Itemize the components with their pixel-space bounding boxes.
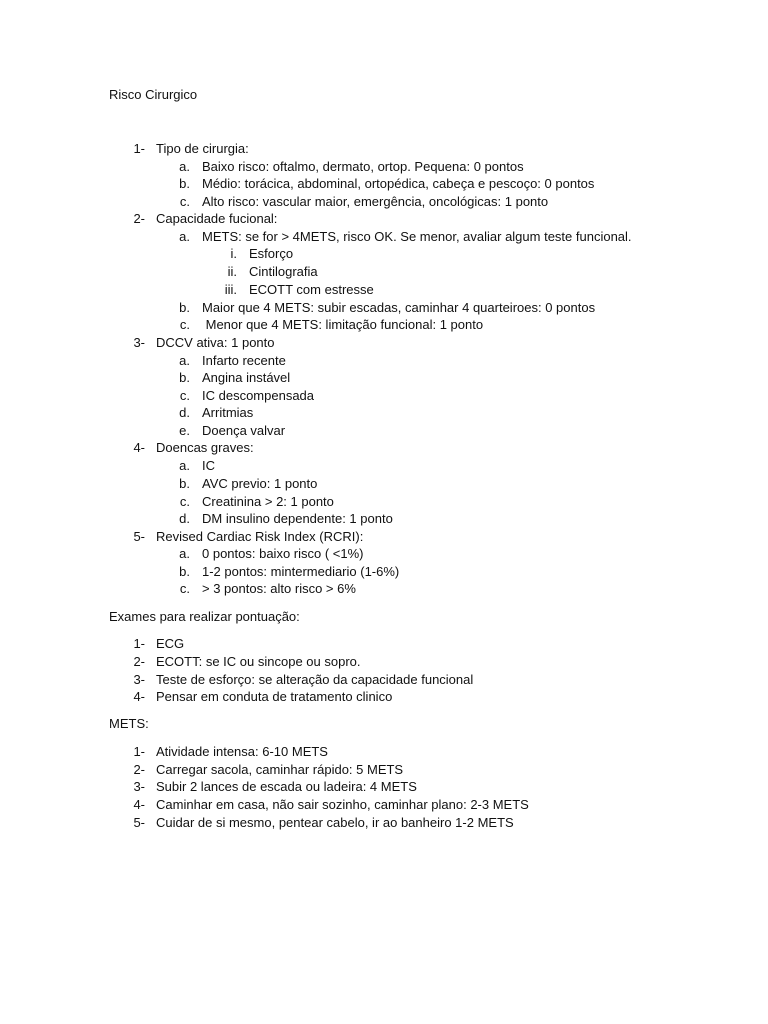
item-text: Arritmias — [202, 405, 254, 420]
item-number: 2- — [133, 211, 145, 226]
item-text: Esforço — [249, 246, 294, 261]
item-text: Cuidar de si mesmo, pentear cabelo, ir ao banheiro 1-2 METS — [156, 815, 514, 830]
item-text: Alto risco: vascular maior, emergência, oncológicas: 1 ponto — [202, 194, 549, 209]
item-text: Baixo risco: oftalmo, dermato, ortop. Pequena: 0 pontos — [202, 159, 524, 174]
item-text: DM insulino dependente: 1 ponto — [202, 511, 393, 526]
item-roman: iii. — [224, 282, 237, 297]
item-text: Médio: torácica, abdominal, ortopédica, cabeça e pescoço: 0 pontos — [202, 176, 595, 191]
mets-heading: METS: — [109, 716, 149, 731]
item-number: 3- — [133, 335, 145, 350]
item-letter: c. — [179, 581, 190, 596]
item-letter: a. — [179, 353, 190, 368]
item-letter: b. — [179, 564, 190, 579]
item-text: Atividade intensa: 6-10 METS — [156, 744, 328, 759]
item-text: Menor que 4 METS: limitação funcional: 1 ponto — [202, 317, 484, 332]
item-text: Caminhar em casa, não sair sozinho, caminhar plano: 2-3 METS — [156, 797, 529, 812]
item-letter: b. — [179, 176, 190, 191]
item-text: ECG — [156, 636, 185, 651]
item-text: 0 pontos: baixo risco ( <1%) — [202, 546, 364, 561]
item-number: 1- — [133, 141, 145, 156]
item-text: Creatinina > 2: 1 ponto — [202, 494, 334, 509]
item-text: Doencas graves: — [156, 440, 254, 455]
item-letter: d. — [179, 405, 190, 420]
item-text: Capacidade fucional: — [156, 211, 278, 226]
item-text: Pensar em conduta de tratamento clinico — [156, 689, 393, 704]
item-letter: b. — [179, 370, 190, 385]
item-number: 1- — [133, 636, 145, 651]
item-roman: ii. — [227, 264, 237, 279]
item-letter: a. — [179, 229, 190, 244]
item-number: 5- — [133, 529, 145, 544]
item-text: IC descompensada — [202, 388, 315, 403]
item-letter: b. — [179, 476, 190, 491]
item-text: AVC previo: 1 ponto — [202, 476, 318, 491]
item-number: 2- — [133, 762, 145, 777]
item-text: IC — [202, 458, 215, 473]
item-text: Maior que 4 METS: subir escadas, caminhar 4 quarteiroes: 0 pontos — [202, 300, 596, 315]
item-number: 1- — [133, 744, 145, 759]
item-letter: a. — [179, 159, 190, 174]
item-number: 2- — [133, 654, 145, 669]
item-text: 1-2 pontos: mintermediario (1-6%) — [202, 564, 400, 579]
item-letter: c. — [179, 194, 190, 209]
item-number: 3- — [133, 779, 145, 794]
item-letter: c. — [179, 388, 190, 403]
item-letter: b. — [179, 300, 190, 315]
item-letter: c. — [179, 317, 190, 332]
item-letter: e. — [179, 423, 190, 438]
item-text: ECOTT com estresse — [249, 282, 374, 297]
item-number: 4- — [133, 440, 145, 455]
item-number: 5- — [133, 815, 145, 830]
item-letter: c. — [179, 494, 190, 509]
item-letter: a. — [179, 546, 190, 561]
item-text: Subir 2 lances de escada ou ladeira: 4 METS — [156, 779, 417, 794]
item-number: 4- — [133, 689, 145, 704]
item-text: Carregar sacola, caminhar rápido: 5 METS — [156, 762, 404, 777]
item-letter: a. — [179, 458, 190, 473]
item-text: METS: se for > 4METS, risco OK. Se menor, avaliar algum teste funcional. — [202, 229, 632, 244]
item-text: Angina instável — [202, 370, 291, 385]
item-letter: d. — [179, 511, 190, 526]
item-text: Tipo de cirurgia: — [156, 141, 249, 156]
item-text: Cintilografia — [249, 264, 318, 279]
item-roman: i. — [230, 246, 237, 261]
item-number: 4- — [133, 797, 145, 812]
exams-heading: Exames para realizar pontuação: — [109, 609, 300, 624]
document-title: Risco Cirurgico — [109, 87, 198, 102]
item-text: Doença valvar — [202, 423, 286, 438]
item-text: Infarto recente — [202, 353, 286, 368]
item-number: 3- — [133, 672, 145, 687]
item-text: Teste de esforço: se alteração da capacidade funcional — [156, 672, 474, 687]
item-text: DCCV ativa: 1 ponto — [156, 335, 275, 350]
item-text: Revised Cardiac Risk Index (RCRI): — [156, 529, 364, 544]
item-text: ECOTT: se IC ou sincope ou sopro. — [156, 654, 361, 669]
item-text: > 3 pontos: alto risco > 6% — [202, 581, 356, 596]
